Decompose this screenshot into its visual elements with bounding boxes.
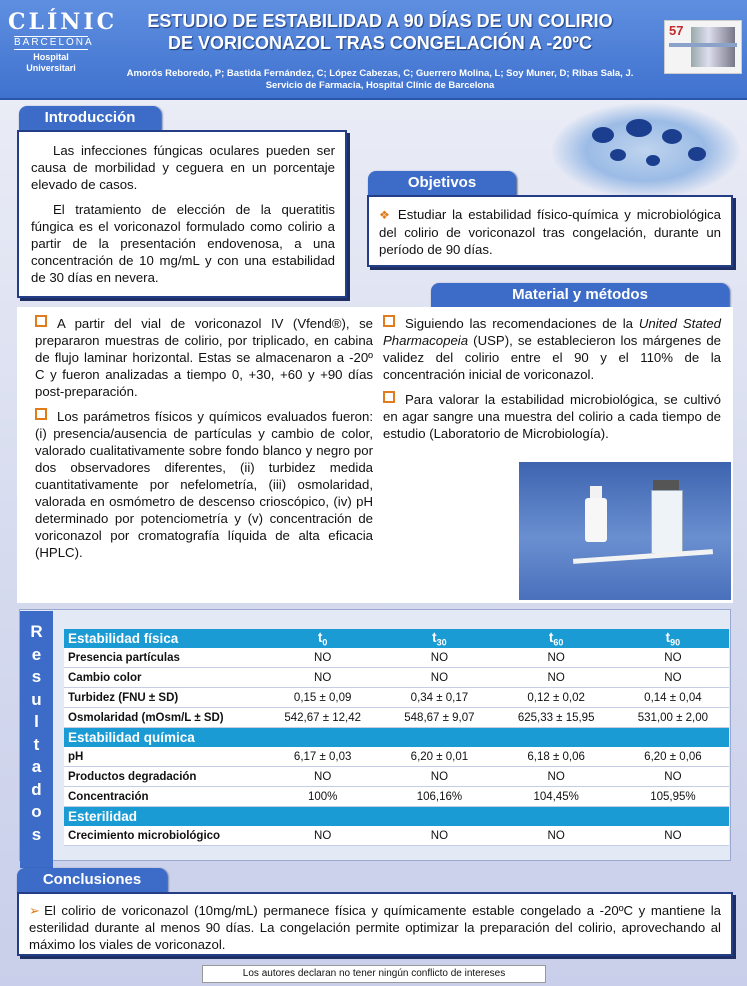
time-prefix: t — [317, 629, 323, 645]
material-right-p1 — [383, 315, 721, 383]
table-row — [64, 688, 729, 708]
congress-logo-bar — [669, 43, 737, 47]
material-left-p2-text: Los parámetros físicos y químicos evaluados fueron: (i) presencia/ausencia de partículas y cambio de color, valorado cualitativamente sobre fondo blanco y negro por dos observadores diferentes, (ii) turbidez medida cuantitativamente por nefelometría, (iii) osmolaridad, valorada en osmómetro de descenso crioscópico, (iv) pH determinado por potenciometría y (v) concentración de voriconazol por cromatografía líquida de alta eficacia (HPLC). — [35, 409, 373, 560]
row-label: Presencia partículas — [64, 648, 262, 668]
square-bullet-icon — [383, 391, 395, 403]
table-cell: 531,00 ± 2,00 — [617, 708, 729, 728]
section-title: Estabilidad química — [64, 728, 262, 748]
time-prefix: t — [548, 629, 554, 645]
time-column-header — [383, 728, 495, 748]
authors-block — [100, 68, 660, 92]
table-row — [64, 826, 729, 846]
square-bullet-icon — [35, 408, 47, 420]
results-table — [64, 629, 729, 846]
poster-title — [100, 10, 660, 54]
building-image — [691, 27, 735, 67]
introduccion-heading: Introducción — [19, 106, 161, 130]
vertical-letter: R — [30, 622, 43, 641]
row-label: Cambio color — [64, 668, 262, 688]
table-row — [64, 668, 729, 688]
title-line2: DE VORICONAZOL TRAS CONGELACIÓN A -20ºC — [168, 33, 592, 53]
section-header-row — [64, 629, 729, 648]
table-cell: NO — [262, 767, 383, 787]
section-title: Estabilidad física — [64, 629, 262, 648]
table-cell: 548,67 ± 9,07 — [383, 708, 495, 728]
table-cell: 0,15 ± 0,09 — [262, 688, 383, 708]
congress-logo — [664, 20, 742, 74]
conclusiones-box — [17, 892, 733, 956]
vertical-letter: d — [31, 779, 42, 799]
table-cell: 6,20 ± 0,06 — [617, 747, 729, 767]
table-cell: 105,95% — [617, 787, 729, 807]
logo-line1: CLÍNIC — [8, 9, 118, 35]
introduccion-p1: Las infecciones fúngicas oculares pueden ser causa de morbilidad y ceguera en un porcentaje elevado de casos. — [31, 143, 335, 192]
section-header-row — [64, 728, 729, 748]
table-cell: 100% — [262, 787, 383, 807]
vertical-letter: s — [31, 667, 42, 686]
time-column-header — [262, 807, 383, 827]
row-label: pH — [64, 747, 262, 767]
row-label: Turbidez (FNU ± SD) — [64, 688, 262, 708]
material-left-p2 — [35, 408, 373, 561]
material-left-p1 — [35, 315, 373, 400]
vertical-letter: e — [31, 644, 42, 664]
time-column-header — [617, 629, 729, 648]
congress-number: 57 — [669, 23, 684, 38]
table-row — [64, 787, 729, 807]
time-column-header — [617, 807, 729, 827]
vertical-letter: a — [31, 757, 42, 776]
material-left-p1-text: A partir del vial de voriconazol IV (Vfend®), se prepararon muestras de colirio, por triplicado, en cabina de flujo laminar horizontal. Estas se almacenaron a -20º C y fueron analizadas a tiempo 0, +30, +60 y +90 días post-preparación. — [35, 316, 373, 399]
row-label: Concentración — [64, 787, 262, 807]
time-subscript: 90 — [670, 637, 681, 648]
diamond-bullet-icon: ❖ — [379, 208, 392, 222]
conclusiones-content: El colirio de voriconazol (10mg/mL) permanece física y químicamente estable congelado a -20ºC y mantiene la esterilidad durante al menos 90 días. La congelación permite optimizar la preparación del colirio, aprovechando al máximo los viales de voriconazol. — [29, 903, 721, 952]
time-prefix: t — [432, 629, 437, 645]
objetivos-text — [379, 206, 721, 258]
table-cell: 104,45% — [495, 787, 616, 807]
affiliation: Servicio de Farmacia, Hospital Clínic de Barcelona — [265, 80, 495, 91]
table-cell: 0,14 ± 0,04 — [617, 688, 729, 708]
poster-header — [0, 0, 747, 100]
time-column-header — [617, 728, 729, 748]
vertical-letter: l — [34, 712, 39, 731]
table-cell: 0,34 ± 0,17 — [383, 688, 495, 708]
vertical-letter: o — [31, 802, 42, 821]
objetivos-heading: Objetivos — [368, 171, 516, 195]
material-heading: Material y métodos — [431, 283, 729, 307]
table-cell: NO — [262, 648, 383, 668]
title-line1: ESTUDIO DE ESTABILIDAD A 90 DÍAS DE UN COLIRIO — [147, 11, 613, 31]
table-cell: NO — [383, 648, 495, 668]
table-cell: NO — [617, 826, 729, 846]
objetivos-box — [367, 195, 733, 267]
hospital-logo — [8, 9, 118, 74]
material-right-column — [383, 315, 721, 450]
table-cell: NO — [617, 767, 729, 787]
time-column-header — [262, 728, 383, 748]
vertical-letter: t — [33, 734, 40, 754]
table-cell: NO — [383, 767, 495, 787]
row-label: Crecimiento microbiológico — [64, 826, 262, 846]
table-cell: 542,67 ± 12,42 — [262, 708, 383, 728]
arrow-bullet-icon: ➢ — [29, 903, 41, 918]
time-column-header — [495, 629, 616, 648]
vial — [651, 490, 683, 554]
introduccion-box — [17, 130, 347, 298]
table-cell: NO — [262, 668, 383, 688]
authors: Amorós Reboredo, P; Bastida Fernández, C; López Cabezas, C; Guerrero Molina, L; Soy Muner, D; Ribas Sala, J. — [126, 68, 634, 79]
section-title: Esterilidad — [64, 807, 262, 827]
time-column-header — [383, 807, 495, 827]
time-subscript: 30 — [436, 637, 447, 648]
usp-name: United Stated Pharmacopeia — [383, 316, 721, 348]
table-row — [64, 708, 729, 728]
material-right-p1b: (USP), se establecieron los márgenes de validez del colirio entre el 90 y el 110% de la concentración inicial de voriconazol. — [383, 333, 721, 382]
time-column-header — [383, 629, 495, 648]
table-cell: NO — [495, 668, 616, 688]
table-cell: NO — [495, 826, 616, 846]
time-prefix: t — [665, 629, 671, 645]
table-cell: 625,33 ± 15,95 — [495, 708, 616, 728]
conclusiones-heading: Conclusiones — [17, 868, 167, 892]
microscopy-image — [552, 103, 740, 198]
time-subscript: 60 — [553, 637, 564, 648]
table-cell: NO — [617, 668, 729, 688]
table-cell: NO — [383, 826, 495, 846]
section-header-row — [64, 807, 729, 827]
material-right-p2-text: Para valorar la estabilidad microbiológica, se cultivó en agar sangre una muestra del colirio a cada tiempo de estudio (Laboratorio de Microbiología). — [383, 392, 721, 441]
conflict-of-interest-note: Los autores declaran no tener ningún conflicto de intereses — [202, 965, 546, 983]
introduccion-text — [31, 142, 335, 286]
product-photo — [519, 462, 731, 600]
syringe — [573, 549, 713, 564]
table-row — [64, 747, 729, 767]
eyedrop-bottle — [585, 498, 607, 542]
time-column-header — [262, 629, 383, 648]
table-cell: NO — [262, 826, 383, 846]
table-cell: 0,12 ± 0,02 — [495, 688, 616, 708]
table-cell: 106,16% — [383, 787, 495, 807]
time-subscript: 0 — [322, 637, 328, 648]
vertical-letter: u — [31, 689, 42, 709]
table-cell: NO — [495, 767, 616, 787]
table-row — [64, 648, 729, 668]
logo-line3: Hospital Universitari — [26, 52, 76, 73]
objetivos-content: Estudiar la estabilidad físico-química y microbiológica del colirio de voriconazol tras congelación, durante un período de 90 días. — [379, 207, 721, 257]
introduccion-p2: El tratamiento de elección de la queratitis fúngica es el voriconazol formulado como colirio a partir de la presentación endovenosa, a una concentración de 10 mg/mL y con una estabilidad de 30 días en nevera. — [31, 202, 335, 285]
time-column-header — [495, 807, 616, 827]
material-right-p1a: Siguiendo las recomendaciones de la — [405, 316, 639, 331]
conclusiones-text — [29, 902, 721, 953]
logo-line2: BARCELONA — [14, 37, 94, 48]
table-cell: 6,20 ± 0,01 — [383, 747, 495, 767]
material-left-column — [35, 315, 373, 569]
square-bullet-icon — [35, 315, 47, 327]
table-row — [64, 767, 729, 787]
table-cell: 6,18 ± 0,06 — [495, 747, 616, 767]
row-label: Osmolaridad (mOsm/L ± SD) — [64, 708, 262, 728]
table-cell: NO — [617, 648, 729, 668]
table-cell: NO — [383, 668, 495, 688]
vertical-letter: s — [31, 824, 42, 844]
table-cell: NO — [495, 648, 616, 668]
resultados-vertical-label — [20, 611, 53, 868]
table-cell: 6,17 ± 0,03 — [262, 747, 383, 767]
square-bullet-icon — [383, 315, 395, 327]
time-column-header — [495, 728, 616, 748]
material-right-p2 — [383, 391, 721, 442]
row-label: Productos degradación — [64, 767, 262, 787]
